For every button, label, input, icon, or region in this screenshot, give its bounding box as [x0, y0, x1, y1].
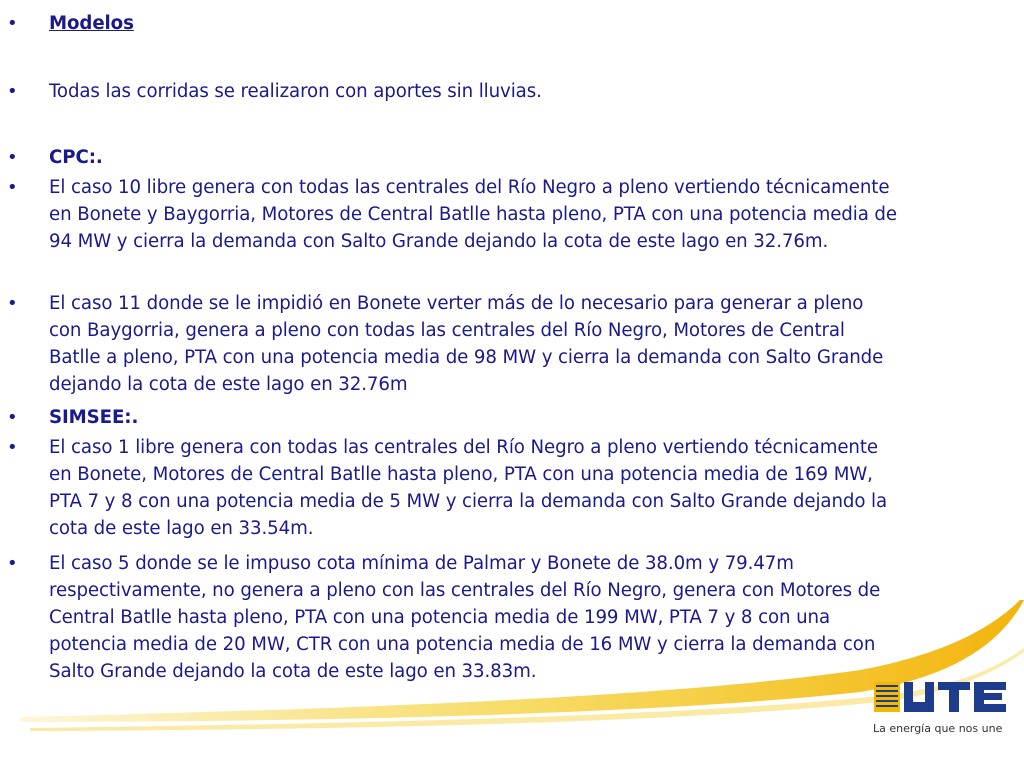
- bullet-text: El caso 1 libre genera con todas las centrales del Río Negro a pleno vertiendo técnicamente en Bonete, Motores de Central Batlle hasta pleno, PTA con una potencia media de 169 MW, PTA 7 y 8 con una potencia media de 5 MW y cierra la demanda con Salto Grande dejando la cota de este lago en 33.54m.: [49, 437, 888, 539]
- bullet-marker: •: [7, 437, 18, 458]
- list-item: [0, 174, 900, 255]
- list-item: [0, 550, 900, 685]
- heading-cpc: CPC:.: [49, 147, 103, 168]
- bullet-marker: •: [7, 553, 18, 574]
- list-item: [0, 290, 900, 398]
- list-item: [0, 10, 900, 37]
- bullet-marker: •: [7, 177, 18, 198]
- bullet-text: El caso 10 libre genera con todas las centrales del Río Negro a pleno vertiendo técnicamente en Bonete y Baygorria, Motores de Central Batlle hasta pleno, PTA con una potencia media de 94 MW y cierra la demanda con Salto Grande dejando la cota de este lago en 32.76m.: [49, 177, 897, 252]
- list-item: [0, 144, 900, 171]
- bullet-text: El caso 11 donde se le impidió en Bonete verter más de lo necesario para generar a pleno con Baygorria, genera a pleno con todas las centrales del Río Negro, Motores de Central Batlle a pleno, PTA con una potencia media de 98 MW y cierra la demanda con Salto Grande dejando la cota de este lago en 32.76m: [49, 293, 884, 395]
- bullet-marker: •: [7, 13, 18, 34]
- bullet-text: Todas las corridas se realizaron con aportes sin lluvias.: [49, 81, 542, 102]
- heading-simsee: SIMSEE:.: [49, 407, 139, 428]
- bullet-marker: •: [7, 407, 18, 428]
- heading-modelos: Modelos: [49, 13, 134, 34]
- logo-tagline: La energía que nos une: [873, 722, 1003, 735]
- bullet-text: El caso 5 donde se le impuso cota mínima de Palmar y Bonete de 38.0m y 79.47m respectivamente, no genera a pleno con las centrales del Río Negro, genera con Motores de Central Batlle hasta pleno, PTA con una potencia media de 199 MW, PTA 7 y 8 con una potencia media de 20 MW, CTR con una potencia media de 16 MW y cierra la demanda con Salto Grande dejando la cota de este lago en 33.83m.: [49, 553, 881, 682]
- list-item: [0, 434, 900, 542]
- list-item: [0, 78, 900, 105]
- bullet-marker: •: [7, 293, 18, 314]
- list-item: [0, 404, 900, 431]
- bullet-marker: •: [7, 147, 18, 168]
- bullet-marker: •: [7, 81, 18, 102]
